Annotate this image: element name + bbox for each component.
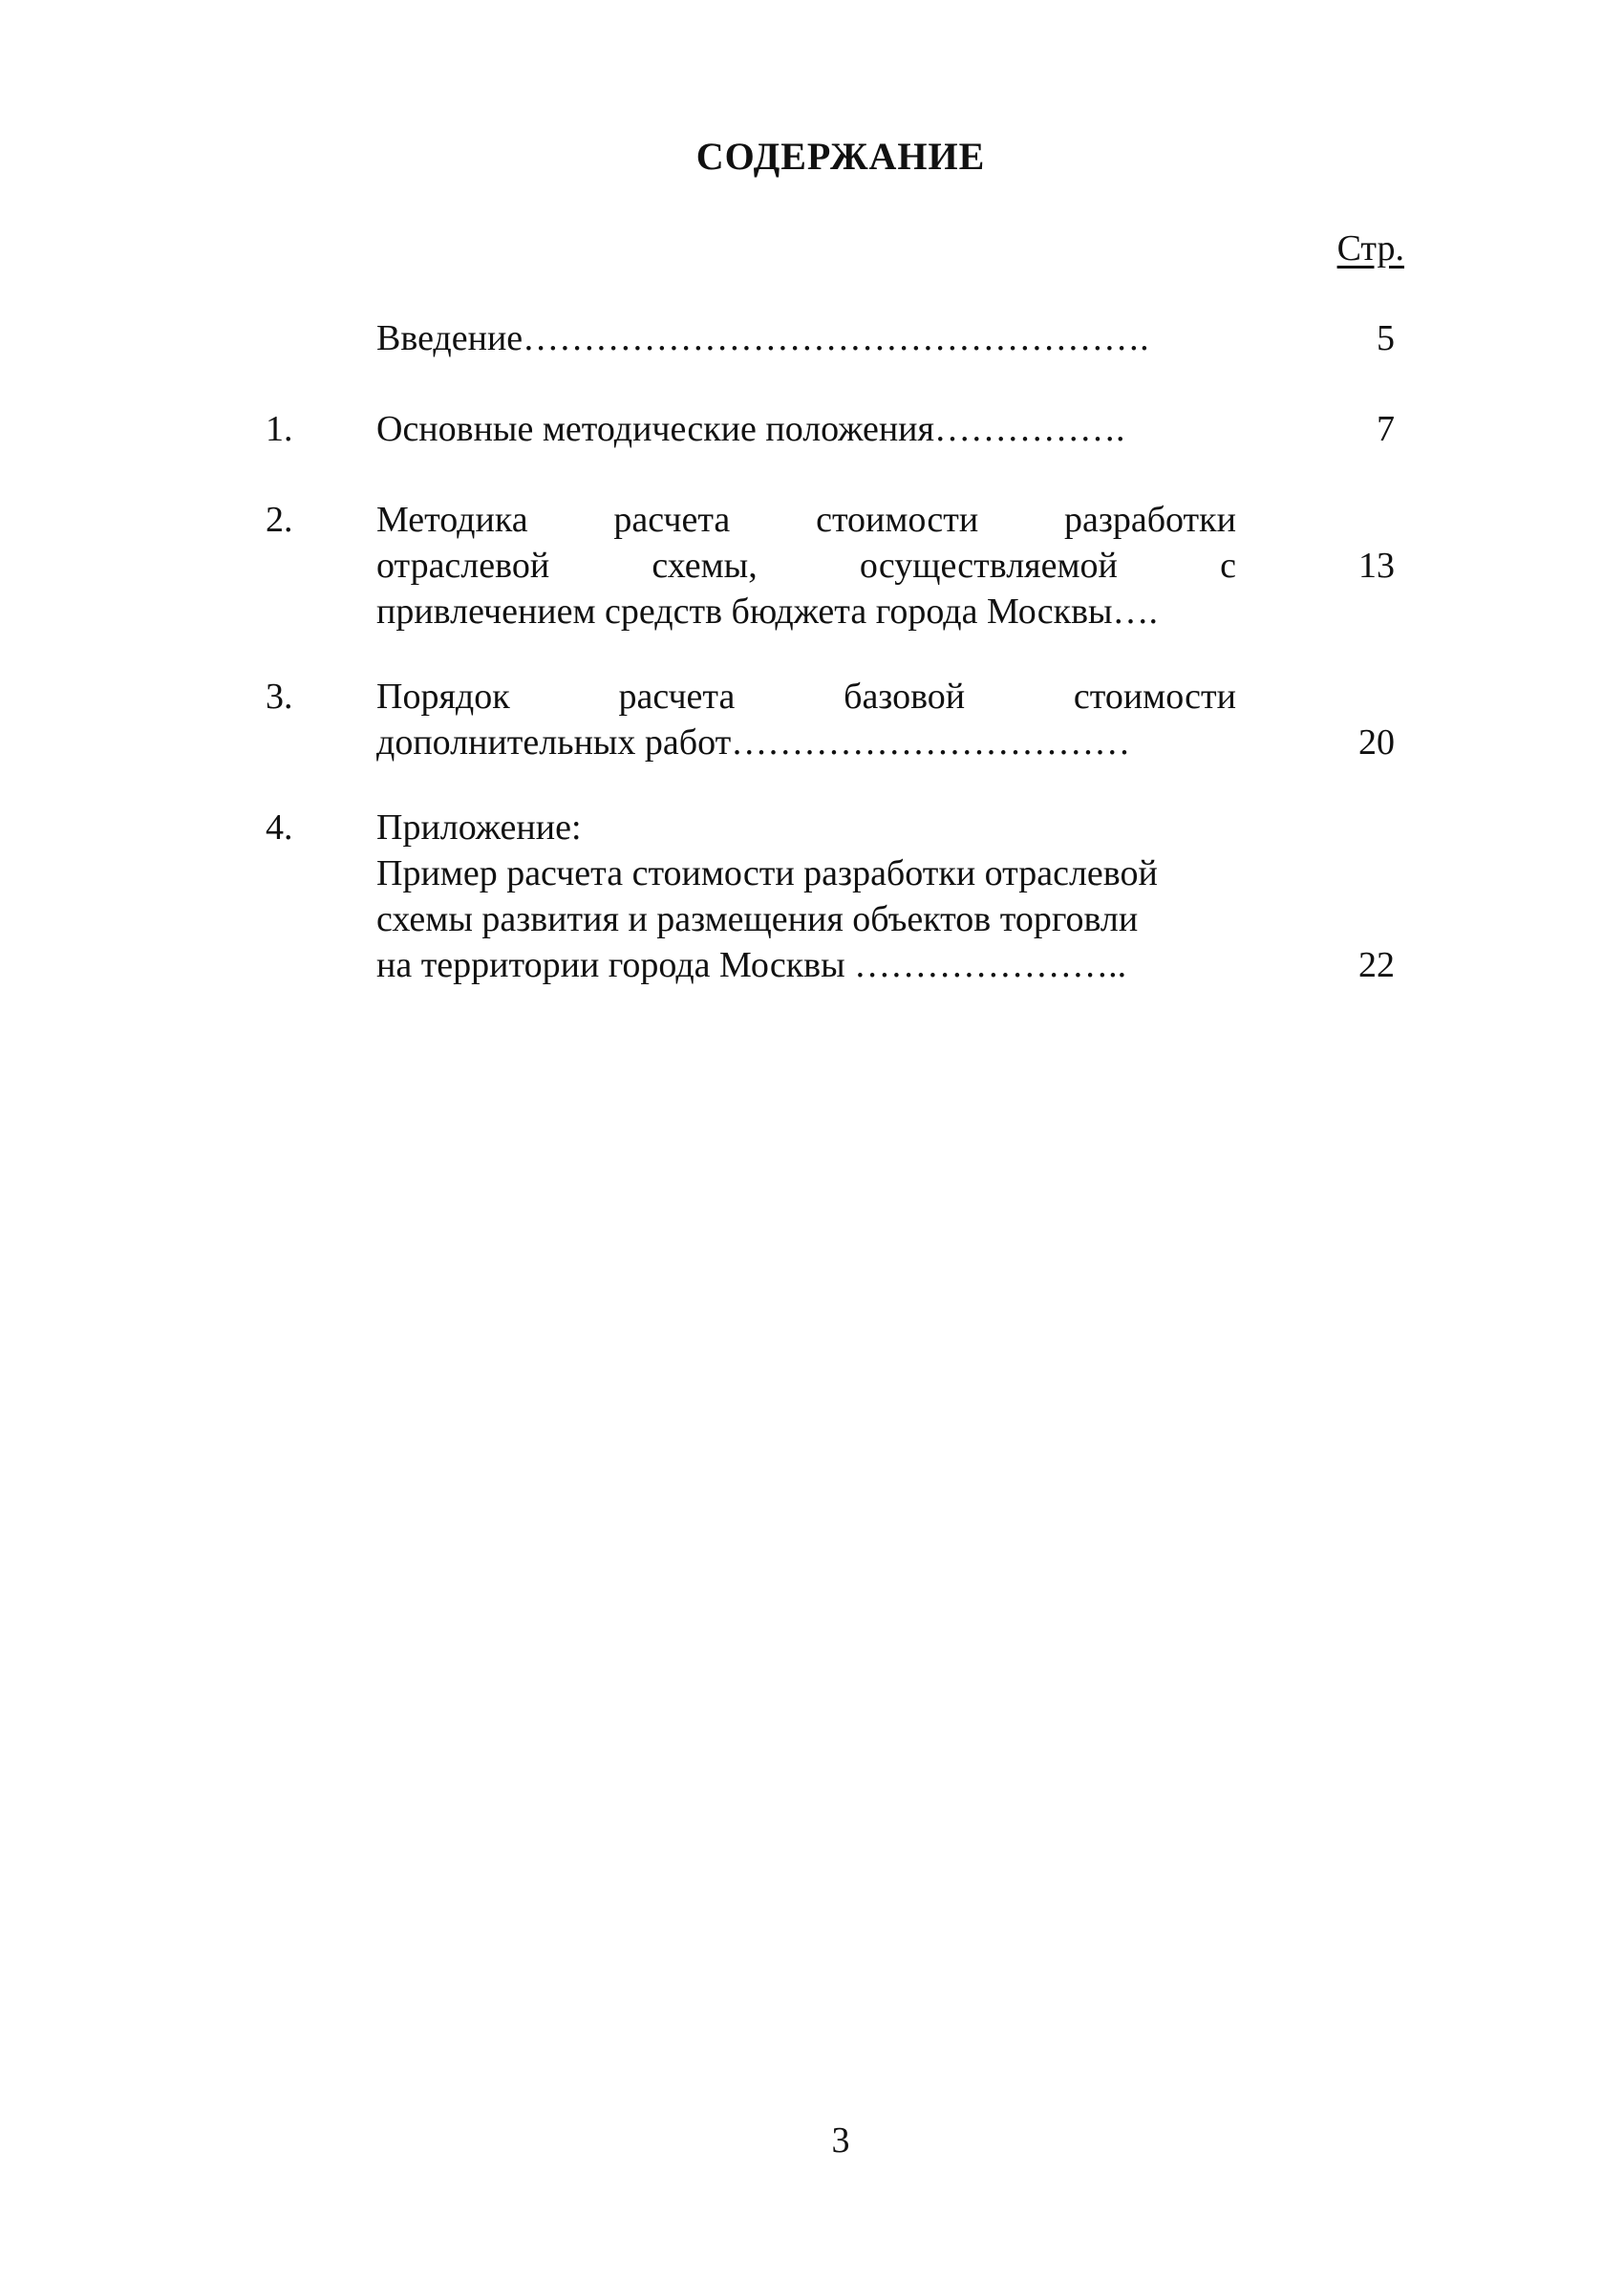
- toc-word: разработки: [1063, 500, 1236, 540]
- toc-entry-line: Введение…………………………………………….: [376, 318, 1149, 358]
- toc-entry-text: [376, 674, 1236, 765]
- toc-word: Методика: [376, 500, 528, 540]
- toc-entry-line: схемы развития и размещения объектов торговли: [376, 899, 1139, 939]
- toc-entry-line: Пример расчета стоимости разработки отраслевой: [376, 853, 1158, 893]
- toc-entry-text: [376, 497, 1236, 635]
- toc-entry-page: 7: [1377, 409, 1395, 449]
- toc-entry-line: Основные методические положения…………….: [376, 409, 1125, 449]
- toc-entry-page: 20: [1358, 722, 1395, 763]
- toc-entry-number: 2.: [266, 500, 293, 540]
- toc-entry-line: [376, 497, 1236, 543]
- toc-entry-text: [376, 315, 1236, 361]
- toc-word: отраслевой: [376, 546, 550, 586]
- toc-entry-text: [376, 805, 1236, 988]
- toc-entry-line: [376, 543, 1236, 589]
- toc-word: с: [1220, 546, 1236, 586]
- toc-word: базовой: [844, 677, 966, 717]
- page-title: СОДЕРЖАНИЕ: [695, 135, 986, 178]
- toc-word: стоимости: [816, 500, 979, 540]
- toc-word: расчета: [618, 677, 736, 717]
- toc-entry-number: 3.: [266, 677, 293, 717]
- toc-entry-number: 1.: [266, 409, 293, 449]
- toc-word: осуществляемой: [859, 546, 1118, 586]
- toc-entry-line: привлечением средств бюджета города Москвы….: [376, 592, 1159, 632]
- toc-word: Порядок: [376, 677, 510, 717]
- toc-entry-line: Приложение:: [376, 807, 582, 848]
- page-number: 3: [831, 2120, 850, 2161]
- toc-entry-page: 13: [1358, 546, 1395, 586]
- toc-entry-line: дополнительных работ……………………………: [376, 722, 1131, 763]
- page-column-header: Стр.: [1336, 228, 1404, 269]
- toc-entry-line: на территории города Москвы …………………..: [376, 945, 1127, 985]
- toc-entry-page: 5: [1377, 318, 1395, 358]
- toc-word: расчета: [613, 500, 731, 540]
- toc-entry-line: [376, 674, 1236, 720]
- toc-entry-page: 22: [1358, 945, 1395, 985]
- toc-word: схемы,: [652, 546, 758, 586]
- toc-word: стоимости: [1073, 677, 1236, 717]
- toc-entry-text: [376, 406, 1236, 452]
- toc-entry-number: 4.: [266, 807, 293, 848]
